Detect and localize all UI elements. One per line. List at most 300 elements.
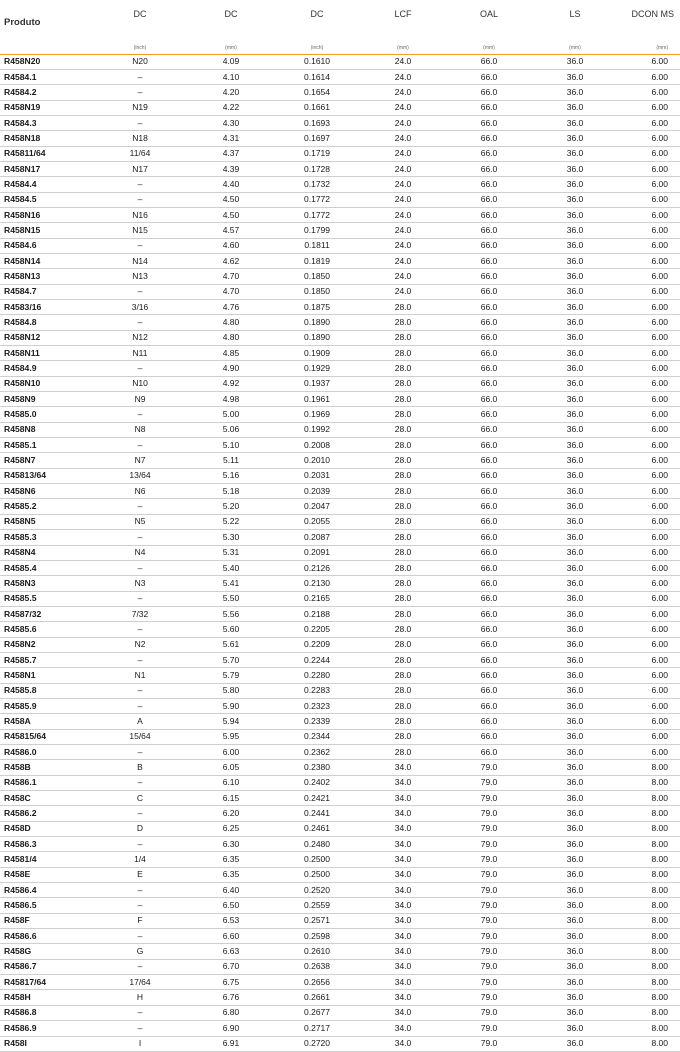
table-row xyxy=(0,791,680,806)
cell-produto: R45811/64 xyxy=(0,146,92,161)
cell-ls: 36.0 xyxy=(532,959,618,974)
cell-dc-inch: – xyxy=(92,407,188,422)
cell-oal: 66.0 xyxy=(446,100,532,115)
cell-dcon-ms: 6.00 xyxy=(618,668,680,683)
cell-produto: R4586.8 xyxy=(0,1005,92,1020)
table-row xyxy=(0,852,680,867)
cell-dcon-ms: 6.00 xyxy=(618,530,680,545)
cell-oal: 66.0 xyxy=(446,514,532,529)
table-row xyxy=(0,284,680,299)
cell-oal: 66.0 xyxy=(446,69,532,84)
cell-dc-decimal-inch: 0.1969 xyxy=(274,407,360,422)
cell-lcf: 34.0 xyxy=(360,775,446,790)
cell-ls: 36.0 xyxy=(532,514,618,529)
cell-oal: 66.0 xyxy=(446,253,532,268)
table-row xyxy=(0,959,680,974)
cell-produto: R4586.1 xyxy=(0,775,92,790)
cell-dc-mm: 6.40 xyxy=(188,883,274,898)
cell-ls: 36.0 xyxy=(532,867,618,882)
cell-ls: 36.0 xyxy=(532,775,618,790)
cell-lcf: 24.0 xyxy=(360,115,446,130)
cell-oal: 66.0 xyxy=(446,177,532,192)
table-row xyxy=(0,468,680,483)
cell-dc-inch: – xyxy=(92,683,188,698)
cell-dc-decimal-inch: 0.2500 xyxy=(274,867,360,882)
cell-lcf: 28.0 xyxy=(360,484,446,499)
header-oal: OAL xyxy=(479,9,498,19)
cell-ls: 36.0 xyxy=(532,637,618,652)
cell-produto: R458N6 xyxy=(0,484,92,499)
cell-produto: R4585.6 xyxy=(0,622,92,637)
cell-lcf: 34.0 xyxy=(360,760,446,775)
table-row xyxy=(0,883,680,898)
cell-produto: R4584.9 xyxy=(0,361,92,376)
cell-lcf: 34.0 xyxy=(360,791,446,806)
cell-dc-inch: – xyxy=(92,591,188,606)
cell-ls: 36.0 xyxy=(532,346,618,361)
cell-dc-decimal-inch: 0.2188 xyxy=(274,606,360,621)
cell-oal: 66.0 xyxy=(446,300,532,315)
cell-dc-mm: 5.95 xyxy=(188,729,274,744)
cell-produto: R4585.0 xyxy=(0,407,92,422)
cell-produto: R458N8 xyxy=(0,422,92,437)
cell-produto: R4584.7 xyxy=(0,284,92,299)
cell-ls: 36.0 xyxy=(532,146,618,161)
cell-ls: 36.0 xyxy=(532,806,618,821)
cell-oal: 79.0 xyxy=(446,775,532,790)
cell-lcf: 34.0 xyxy=(360,837,446,852)
cell-dcon-ms: 6.00 xyxy=(618,300,680,315)
cell-oal: 66.0 xyxy=(446,85,532,100)
cell-lcf: 34.0 xyxy=(360,821,446,836)
cell-dc-decimal-inch: 0.2283 xyxy=(274,683,360,698)
cell-produto: R458N19 xyxy=(0,100,92,115)
cell-dc-mm: 6.60 xyxy=(188,929,274,944)
cell-oal: 66.0 xyxy=(446,530,532,545)
cell-produto: R458N10 xyxy=(0,376,92,391)
table-row xyxy=(0,806,680,821)
cell-produto: R4584.3 xyxy=(0,115,92,130)
cell-dc-mm: 6.75 xyxy=(188,975,274,990)
cell-dc-inch: N6 xyxy=(92,484,188,499)
cell-dcon-ms: 6.00 xyxy=(618,499,680,514)
cell-produto: R4586.0 xyxy=(0,744,92,759)
cell-dc-inch: – xyxy=(92,806,188,821)
cell-produto: R4584.8 xyxy=(0,315,92,330)
table-row xyxy=(0,192,680,207)
cell-produto: R4586.6 xyxy=(0,929,92,944)
cell-dc-mm: 5.60 xyxy=(188,622,274,637)
cell-dcon-ms: 6.00 xyxy=(618,545,680,560)
cell-dc-mm: 6.76 xyxy=(188,990,274,1005)
table-row xyxy=(0,392,680,407)
cell-lcf: 34.0 xyxy=(360,867,446,882)
cell-dcon-ms: 6.00 xyxy=(618,606,680,621)
cell-lcf: 24.0 xyxy=(360,85,446,100)
table-row xyxy=(0,161,680,176)
cell-dc-decimal-inch: 0.1929 xyxy=(274,361,360,376)
cell-ls: 36.0 xyxy=(532,69,618,84)
cell-produto: R4585.4 xyxy=(0,560,92,575)
cell-ls: 36.0 xyxy=(532,622,618,637)
cell-dcon-ms: 6.00 xyxy=(618,69,680,84)
cell-dcon-ms: 6.00 xyxy=(618,192,680,207)
cell-dcon-ms: 6.00 xyxy=(618,100,680,115)
table-row xyxy=(0,975,680,990)
cell-dcon-ms: 8.00 xyxy=(618,898,680,913)
cell-dcon-ms: 6.00 xyxy=(618,576,680,591)
cell-ls: 36.0 xyxy=(532,975,618,990)
cell-produto: R458N2 xyxy=(0,637,92,652)
cell-oal: 66.0 xyxy=(446,376,532,391)
cell-dc-mm: 4.20 xyxy=(188,85,274,100)
cell-produto: R458G xyxy=(0,944,92,959)
table-row xyxy=(0,913,680,928)
cell-dc-mm: 5.94 xyxy=(188,714,274,729)
cell-dc-decimal-inch: 0.2610 xyxy=(274,944,360,959)
cell-ls: 36.0 xyxy=(532,1021,618,1036)
cell-ls: 36.0 xyxy=(532,698,618,713)
cell-dcon-ms: 6.00 xyxy=(618,115,680,130)
cell-dc-decimal-inch: 0.2323 xyxy=(274,698,360,713)
table-row xyxy=(0,269,680,284)
cell-dc-decimal-inch: 0.2339 xyxy=(274,714,360,729)
cell-oal: 79.0 xyxy=(446,975,532,990)
cell-oal: 66.0 xyxy=(446,484,532,499)
cell-produto: R458N7 xyxy=(0,453,92,468)
cell-produto: R4585.5 xyxy=(0,591,92,606)
cell-dc-mm: 6.53 xyxy=(188,913,274,928)
cell-dc-decimal-inch: 0.1890 xyxy=(274,315,360,330)
cell-dc-decimal-inch: 0.2165 xyxy=(274,591,360,606)
cell-dc-mm: 4.22 xyxy=(188,100,274,115)
table-row xyxy=(0,652,680,667)
cell-lcf: 28.0 xyxy=(360,453,446,468)
cell-ls: 36.0 xyxy=(532,253,618,268)
cell-dcon-ms: 6.00 xyxy=(618,177,680,192)
cell-dcon-ms: 6.00 xyxy=(618,637,680,652)
cell-oal: 79.0 xyxy=(446,852,532,867)
cell-dcon-ms: 6.00 xyxy=(618,330,680,345)
header-lcf: LCF xyxy=(394,9,412,19)
cell-dc-mm: 6.80 xyxy=(188,1005,274,1020)
cell-ls: 36.0 xyxy=(532,284,618,299)
cell-ls: 36.0 xyxy=(532,223,618,238)
header-dc-mm: DC xyxy=(224,9,238,19)
cell-dcon-ms: 6.00 xyxy=(618,284,680,299)
cell-produto: R4586.5 xyxy=(0,898,92,913)
cell-dc-inch: D xyxy=(92,821,188,836)
table-row xyxy=(0,315,680,330)
cell-oal: 66.0 xyxy=(446,744,532,759)
cell-dc-decimal-inch: 0.2638 xyxy=(274,959,360,974)
cell-lcf: 28.0 xyxy=(360,376,446,391)
cell-lcf: 28.0 xyxy=(360,468,446,483)
cell-dc-inch: N18 xyxy=(92,131,188,146)
cell-dc-mm: 6.50 xyxy=(188,898,274,913)
cell-lcf: 28.0 xyxy=(360,530,446,545)
cell-dc-decimal-inch: 0.2380 xyxy=(274,760,360,775)
cell-dc-inch: N1 xyxy=(92,668,188,683)
cell-lcf: 28.0 xyxy=(360,330,446,345)
table-row xyxy=(0,637,680,652)
cell-lcf: 24.0 xyxy=(360,100,446,115)
cell-oal: 66.0 xyxy=(446,683,532,698)
cell-dc-inch: G xyxy=(92,944,188,959)
table-row xyxy=(0,422,680,437)
cell-dc-mm: 6.25 xyxy=(188,821,274,836)
cell-dc-mm: 4.70 xyxy=(188,269,274,284)
cell-dc-inch: N3 xyxy=(92,576,188,591)
cell-oal: 66.0 xyxy=(446,131,532,146)
cell-dc-decimal-inch: 0.2717 xyxy=(274,1021,360,1036)
cell-dc-decimal-inch: 0.1909 xyxy=(274,346,360,361)
cell-produto: R4585.2 xyxy=(0,499,92,514)
table-row xyxy=(0,821,680,836)
cell-lcf: 34.0 xyxy=(360,806,446,821)
cell-dc-decimal-inch: 0.2656 xyxy=(274,975,360,990)
cell-dc-inch: – xyxy=(92,929,188,944)
cell-lcf: 28.0 xyxy=(360,392,446,407)
cell-dc-decimal-inch: 0.1850 xyxy=(274,284,360,299)
cell-dc-mm: 5.70 xyxy=(188,652,274,667)
cell-dc-mm: 6.35 xyxy=(188,867,274,882)
cell-dc-mm: 4.92 xyxy=(188,376,274,391)
cell-oal: 79.0 xyxy=(446,944,532,959)
table-row xyxy=(0,591,680,606)
table-header xyxy=(0,0,680,54)
table-row xyxy=(0,484,680,499)
cell-lcf: 28.0 xyxy=(360,300,446,315)
cell-lcf: 28.0 xyxy=(360,698,446,713)
header-produto: Produto xyxy=(4,17,41,28)
table-row xyxy=(0,253,680,268)
table-row xyxy=(0,177,680,192)
cell-dc-mm: 4.09 xyxy=(188,54,274,69)
cell-lcf: 34.0 xyxy=(360,913,446,928)
unit-ls: (mm) xyxy=(569,44,581,51)
cell-dc-inch: N17 xyxy=(92,161,188,176)
cell-lcf: 28.0 xyxy=(360,346,446,361)
cell-dcon-ms: 8.00 xyxy=(618,852,680,867)
cell-produto: R45813/64 xyxy=(0,468,92,483)
cell-dc-decimal-inch: 0.2421 xyxy=(274,791,360,806)
cell-dcon-ms: 8.00 xyxy=(618,944,680,959)
cell-dc-decimal-inch: 0.2720 xyxy=(274,1036,360,1051)
cell-lcf: 28.0 xyxy=(360,545,446,560)
cell-dc-decimal-inch: 0.1811 xyxy=(274,238,360,253)
cell-ls: 36.0 xyxy=(532,54,618,69)
table-row xyxy=(0,131,680,146)
cell-oal: 79.0 xyxy=(446,760,532,775)
cell-dc-inch: N14 xyxy=(92,253,188,268)
cell-dc-mm: 4.98 xyxy=(188,392,274,407)
unit-row xyxy=(0,33,680,54)
cell-produto: R458N13 xyxy=(0,269,92,284)
cell-lcf: 24.0 xyxy=(360,131,446,146)
cell-lcf: 28.0 xyxy=(360,744,446,759)
cell-oal: 66.0 xyxy=(446,729,532,744)
cell-produto: R458H xyxy=(0,990,92,1005)
cell-oal: 66.0 xyxy=(446,238,532,253)
cell-dcon-ms: 6.00 xyxy=(618,453,680,468)
cell-dc-decimal-inch: 0.2031 xyxy=(274,468,360,483)
cell-ls: 36.0 xyxy=(532,729,618,744)
table-row xyxy=(0,330,680,345)
cell-produto: R458N15 xyxy=(0,223,92,238)
cell-dc-inch: N2 xyxy=(92,637,188,652)
cell-lcf: 28.0 xyxy=(360,591,446,606)
cell-dcon-ms: 6.00 xyxy=(618,422,680,437)
cell-dc-decimal-inch: 0.1961 xyxy=(274,392,360,407)
cell-dcon-ms: 8.00 xyxy=(618,1021,680,1036)
cell-dcon-ms: 6.00 xyxy=(618,346,680,361)
cell-ls: 36.0 xyxy=(532,361,618,376)
cell-ls: 36.0 xyxy=(532,1005,618,1020)
cell-dc-inch: – xyxy=(92,1005,188,1020)
cell-produto: R458E xyxy=(0,867,92,882)
table-row xyxy=(0,115,680,130)
table-row xyxy=(0,69,680,84)
cell-dc-decimal-inch: 0.2402 xyxy=(274,775,360,790)
cell-dc-mm: 5.00 xyxy=(188,407,274,422)
cell-ls: 36.0 xyxy=(532,714,618,729)
table-row xyxy=(0,223,680,238)
cell-dc-decimal-inch: 0.2661 xyxy=(274,990,360,1005)
cell-produto: R45817/64 xyxy=(0,975,92,990)
cell-dc-inch: N19 xyxy=(92,100,188,115)
cell-oal: 66.0 xyxy=(446,207,532,222)
cell-produto: R458I xyxy=(0,1036,92,1051)
cell-dc-inch: 1/4 xyxy=(92,852,188,867)
cell-ls: 36.0 xyxy=(532,1036,618,1051)
cell-ls: 36.0 xyxy=(532,652,618,667)
cell-dcon-ms: 6.00 xyxy=(618,207,680,222)
cell-dc-inch: 3/16 xyxy=(92,300,188,315)
cell-oal: 79.0 xyxy=(446,806,532,821)
cell-dc-decimal-inch: 0.1819 xyxy=(274,253,360,268)
cell-dcon-ms: 6.00 xyxy=(618,253,680,268)
cell-lcf: 24.0 xyxy=(360,223,446,238)
cell-dcon-ms: 6.00 xyxy=(618,484,680,499)
cell-dc-inch: – xyxy=(92,837,188,852)
cell-ls: 36.0 xyxy=(532,668,618,683)
cell-produto: R4586.3 xyxy=(0,837,92,852)
cell-dc-mm: 6.91 xyxy=(188,1036,274,1051)
cell-produto: R4586.4 xyxy=(0,883,92,898)
table-row xyxy=(0,499,680,514)
table-row xyxy=(0,760,680,775)
table-row xyxy=(0,944,680,959)
cell-dcon-ms: 6.00 xyxy=(618,131,680,146)
cell-lcf: 28.0 xyxy=(360,729,446,744)
cell-oal: 66.0 xyxy=(446,637,532,652)
cell-oal: 66.0 xyxy=(446,192,532,207)
cell-dc-mm: 4.85 xyxy=(188,346,274,361)
cell-ls: 36.0 xyxy=(532,530,618,545)
cell-ls: 36.0 xyxy=(532,913,618,928)
cell-dc-mm: 6.10 xyxy=(188,775,274,790)
cell-dc-mm: 4.50 xyxy=(188,192,274,207)
cell-dc-decimal-inch: 0.2126 xyxy=(274,560,360,575)
cell-oal: 66.0 xyxy=(446,284,532,299)
cell-dc-mm: 4.37 xyxy=(188,146,274,161)
cell-dc-decimal-inch: 0.2008 xyxy=(274,438,360,453)
cell-dc-inch: – xyxy=(92,883,188,898)
cell-dc-mm: 5.06 xyxy=(188,422,274,437)
cell-lcf: 24.0 xyxy=(360,146,446,161)
cell-dc-decimal-inch: 0.1654 xyxy=(274,85,360,100)
cell-dc-decimal-inch: 0.1799 xyxy=(274,223,360,238)
cell-dc-inch: – xyxy=(92,1021,188,1036)
cell-dc-inch: H xyxy=(92,990,188,1005)
cell-oal: 79.0 xyxy=(446,837,532,852)
cell-dcon-ms: 6.00 xyxy=(618,161,680,176)
cell-lcf: 34.0 xyxy=(360,883,446,898)
cell-oal: 79.0 xyxy=(446,959,532,974)
cell-ls: 36.0 xyxy=(532,791,618,806)
cell-ls: 36.0 xyxy=(532,115,618,130)
unit-produto xyxy=(0,33,92,54)
cell-dc-inch: – xyxy=(92,85,188,100)
cell-dc-mm: 6.15 xyxy=(188,791,274,806)
cell-dc-mm: 5.56 xyxy=(188,606,274,621)
cell-dc-inch: – xyxy=(92,177,188,192)
cell-oal: 79.0 xyxy=(446,1005,532,1020)
cell-produto: R458B xyxy=(0,760,92,775)
cell-produto: R4586.7 xyxy=(0,959,92,974)
table-row xyxy=(0,837,680,852)
table-row xyxy=(0,300,680,315)
cell-produto: R4581/4 xyxy=(0,852,92,867)
cell-lcf: 24.0 xyxy=(360,238,446,253)
cell-dcon-ms: 6.00 xyxy=(618,468,680,483)
table-row xyxy=(0,698,680,713)
cell-dc-mm: 4.60 xyxy=(188,238,274,253)
cell-dcon-ms: 6.00 xyxy=(618,744,680,759)
cell-lcf: 28.0 xyxy=(360,576,446,591)
cell-dcon-ms: 6.00 xyxy=(618,698,680,713)
cell-dc-decimal-inch: 0.1728 xyxy=(274,161,360,176)
cell-dc-inch: – xyxy=(92,284,188,299)
cell-dc-mm: 5.40 xyxy=(188,560,274,575)
cell-ls: 36.0 xyxy=(532,898,618,913)
cell-dc-decimal-inch: 0.2461 xyxy=(274,821,360,836)
cell-dcon-ms: 8.00 xyxy=(618,775,680,790)
cell-dc-decimal-inch: 0.2087 xyxy=(274,530,360,545)
cell-dc-mm: 4.70 xyxy=(188,284,274,299)
unit-dc-inch: (inch) xyxy=(133,44,147,51)
cell-dcon-ms: 6.00 xyxy=(618,361,680,376)
cell-dcon-ms: 8.00 xyxy=(618,837,680,852)
cell-oal: 66.0 xyxy=(446,161,532,176)
cell-dcon-ms: 6.00 xyxy=(618,315,680,330)
cell-dc-inch: 13/64 xyxy=(92,468,188,483)
cell-dcon-ms: 8.00 xyxy=(618,913,680,928)
table-row xyxy=(0,407,680,422)
cell-oal: 79.0 xyxy=(446,990,532,1005)
table-row xyxy=(0,929,680,944)
cell-lcf: 34.0 xyxy=(360,898,446,913)
cell-oal: 66.0 xyxy=(446,269,532,284)
cell-ls: 36.0 xyxy=(532,438,618,453)
cell-dc-mm: 5.31 xyxy=(188,545,274,560)
table-row xyxy=(0,376,680,391)
header-dc-decimal-inch: DC xyxy=(310,9,324,19)
cell-dc-decimal-inch: 0.1697 xyxy=(274,131,360,146)
cell-ls: 36.0 xyxy=(532,821,618,836)
cell-lcf: 24.0 xyxy=(360,54,446,69)
